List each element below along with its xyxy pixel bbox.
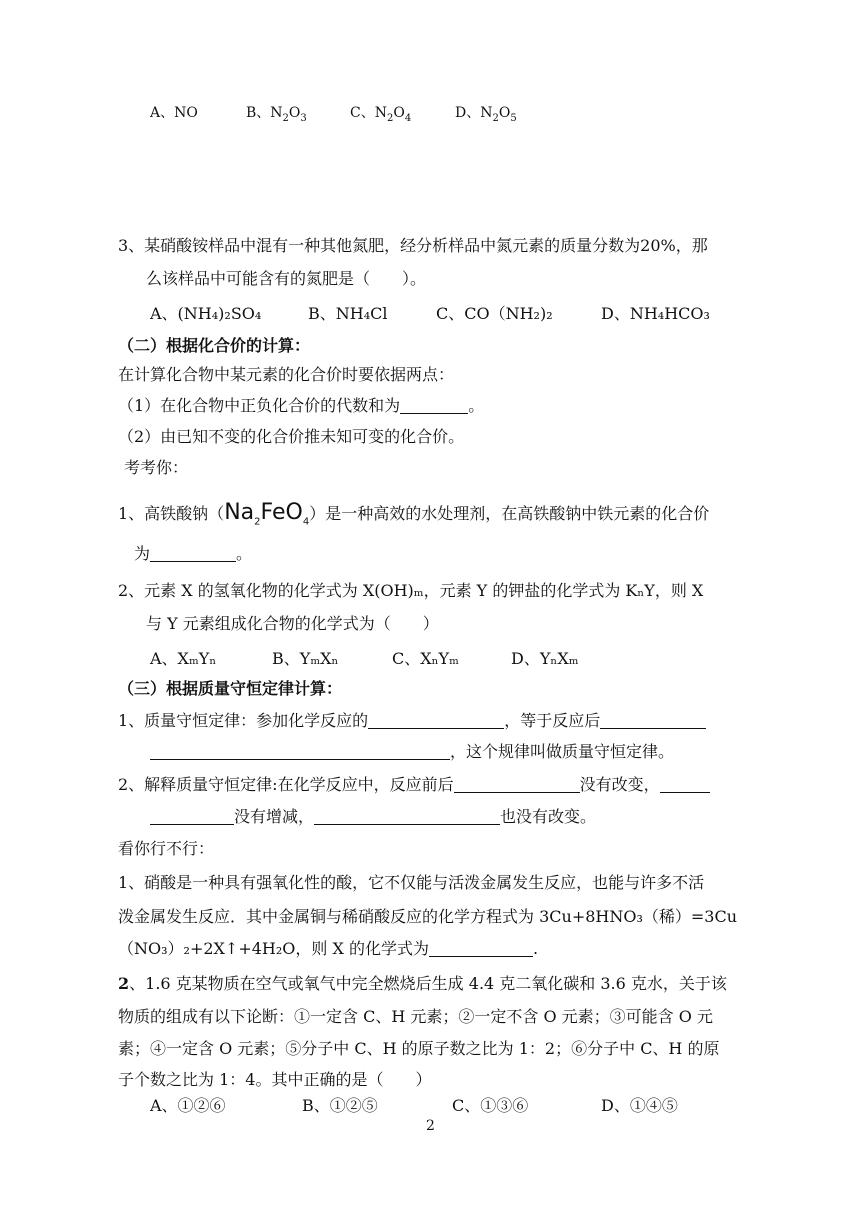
practice-q1-line-2: 泼金属发生反应．其中金属铜与稀硝酸反应的化学方程式为 3Cu+8HNO₃（稀）=3Cu (118, 907, 738, 926)
section-3-definition-2: 2、解释质量守恒定律:在化学反应中，反应前后 没有改变， (118, 772, 710, 795)
answer-blank[interactable] (150, 543, 236, 562)
practice-q2-option-a: A、①②⑥ (150, 1096, 226, 1115)
answer-blank[interactable] (400, 395, 468, 414)
practice-q2-line-3: 素；④一定含 O 元素；⑤分子中 C、H 的原子数之比为 1：2；⑥分子中 C、H 的原 (118, 1039, 720, 1058)
kaokao-label: 考考你： (124, 458, 189, 477)
practice-q1-line-1: 1、硝酸是一种具有强氧化性的酸，它不仅能与活泼金属发生反应，也能与许多不活 (118, 873, 705, 892)
q3-option-a: A、(NH₄)₂SO₄ (150, 304, 262, 323)
answer-blank[interactable] (150, 806, 234, 825)
answer-blank[interactable] (368, 710, 504, 729)
section-3-title: （三）根据质量守恒定律计算： (118, 679, 343, 698)
s2q2-option-b: B、YₘXₙ (272, 649, 339, 668)
page-number: 2 (426, 1118, 435, 1134)
option-a: A、NO (150, 105, 198, 121)
s2q2-option-d: D、YₙXₘ (511, 649, 579, 668)
section-2-point-2: （2）由已知不变的化合价推未知可变的化合价。 (118, 427, 465, 446)
practice-q2-line-2: 物质的组成有以下论断：①一定含 C、H 元素；②一定不含 O 元素；③可能含 O 元 (118, 1007, 713, 1026)
section-2-question-2: 2、元素 X 的氢氧化物的化学式为 X(OH)ₘ，元素 Y 的钾盐的化学式为 KₙY，则 X (118, 581, 704, 600)
section-3-definition-1-line-2: ，这个规律叫做质量守恒定律。 (150, 739, 674, 762)
question-3-line-2: 么该样品中可能含有的氮肥是（ ）。 (146, 269, 427, 288)
s2q2-option-a: A、XₘYₙ (150, 649, 217, 668)
s2q2-option-c: C、XₙYₘ (392, 649, 459, 668)
section-2-question-1: 1、高铁酸钠$(Na_2FeO_4)$是一种高效的水处理剂，在高铁酸钠中铁元素的化合价 (118, 500, 710, 528)
answer-blank[interactable] (660, 774, 710, 793)
answer-blank[interactable] (600, 710, 706, 729)
section-2-question-1-line-2: 为 。 (134, 544, 253, 563)
section-2-intro: 在计算化合物中某元素的化合价时要依据两点： (118, 365, 455, 384)
question-3-line-1: 3、某硝酸铵样品中混有一种其他氮肥，经分析样品中氮元素的质量分数为20%，那 (118, 236, 708, 255)
q3-option-c: C、CO（NH₂)₂ (436, 304, 553, 323)
option-b: B、$N_2O_3$ (246, 105, 307, 124)
practice-q1-line-3: （NO₃）₂+2X↑+4H₂O，则 X 的化学式为 . (118, 939, 539, 958)
section-2-question-2-line-2: 与 Y 元素组成化合物的化学式为（ ） (146, 614, 439, 633)
practice-q2-line-1: 2、1.6 克某物质在空气或氧气中完全燃烧后生成 4.4 克二氧化碳和 3.6 克水，关于该 (118, 974, 727, 993)
formula-na2feo4: $Na_2FeO_4$ (224, 500, 310, 528)
q3-option-d: D、NH₄HCO₃ (601, 304, 710, 323)
practice-q2-option-c: C、①③⑥ (452, 1096, 529, 1115)
section-2-title: （二）根据化合价的计算： (118, 336, 311, 355)
section-3-definition-2-line-2: 没有增减， 也没有改变。 (150, 804, 596, 827)
option-c: C、$N_2O_4$ (350, 105, 412, 124)
section-2-point-1: （1）在化合物中正负化合价的代数和为 。 (118, 396, 485, 415)
answer-blank[interactable] (429, 938, 533, 957)
practice-q2-line-4: 子个数之比为 1：4。其中正确的是（ ） (118, 1070, 432, 1089)
option-d: D、$N_2O_5$ (455, 105, 517, 124)
section-3-definition-1: 1、质量守恒定律：参加化学反应的 ，等于反应后 (118, 708, 706, 731)
answer-blank[interactable] (150, 741, 450, 760)
answer-blank[interactable] (314, 806, 500, 825)
practice-title: 看你行不行： (118, 839, 215, 858)
answer-blank[interactable] (454, 774, 580, 793)
q3-option-b: B、NH₄Cl (308, 304, 388, 323)
practice-q2-option-b: B、①②⑤ (302, 1096, 378, 1115)
practice-q2-option-d: D、①④⑤ (601, 1096, 678, 1115)
